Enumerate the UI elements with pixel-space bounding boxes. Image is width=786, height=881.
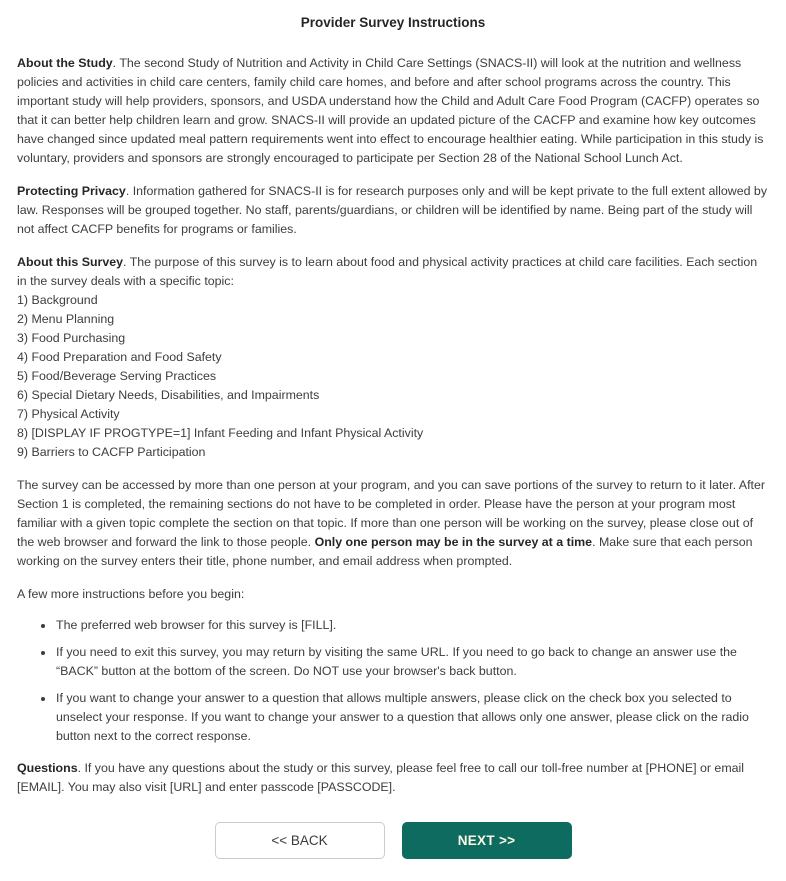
- access-paragraph: [17, 476, 769, 571]
- section-item-serving-practices: 5) Food/Beverage Serving Practices: [17, 369, 217, 383]
- access-text-post: . Make sure that each person working on the survey enters their title, phone number, and email address when prompted.: [17, 535, 753, 568]
- questions-lead: Questions: [17, 761, 78, 775]
- survey-sections-list: [17, 291, 769, 462]
- section-item-infant-feeding: 8) [DISPLAY IF PROGTYPE=1] Infant Feeding and Infant Physical Activity: [17, 426, 424, 440]
- section-item-barriers: 9) Barriers to CACFP Participation: [17, 445, 206, 459]
- about-survey-body: . The purpose of this survey is to learn about food and physical activity practices at child care facilities. Each section in the survey deals with a specific topic:: [17, 255, 758, 288]
- privacy-paragraph: [17, 182, 769, 239]
- page-title: Provider Survey Instructions: [300, 15, 486, 30]
- navigation-buttons: [17, 822, 769, 859]
- bullet-item-change-answer: • If you want to change your answer to a question that allows multiple answers, please click on the check box you selected to unselect your response. If you want to change your answer to a question that allows only one answer, please click on the radio button next to the correct response.: [55, 689, 769, 746]
- section-item-menu-planning: 2) Menu Planning: [17, 312, 115, 326]
- about-study-lead: About the Study: [17, 56, 113, 70]
- questions-body: . If you have any questions about the study or this survey, please feel free to call our toll-free number at [PHONE] or email [EMAIL]. You may also visit [URL] and enter passcode [PASSCODE].: [17, 761, 745, 794]
- section-item-food-purchasing: 3) Food Purchasing: [17, 331, 126, 345]
- about-study-paragraph: [17, 54, 769, 168]
- section-item-physical-activity: 7) Physical Activity: [17, 407, 120, 421]
- about-survey-paragraph: [17, 253, 769, 291]
- bullet-item-browser: • The preferred web browser for this survey is [FILL].: [55, 616, 769, 635]
- questions-paragraph: [17, 759, 769, 797]
- about-study-body: . The second Study of Nutrition and Activity in Child Care Settings (SNACS-II) will look at the nutrition and wellness policies and activities in child care centers, family child care homes, and before and after school programs across the country. This important study will help providers, sponsors, and USDA understand how the Child and Adult Care Food Program (CACFP) operates so that it can better help children learn and grow. SNACS-II will provide an updated picture of the CACFP and examine how key outcomes have changed since updated meal pattern requirements went into effect to encourage healthier eating. While participation in this study is voluntary, providers and sponsors are strongly encouraged to participate per Section 28 of the National School Lunch Act.: [17, 56, 764, 165]
- access-text-bold: Only one person may be in the survey at a time: [314, 535, 593, 549]
- about-survey-lead: About this Survey: [17, 255, 124, 269]
- privacy-lead: Protecting Privacy: [17, 184, 126, 198]
- access-text-pre: The survey can be accessed by more than one person at your program, and you can save portions of the survey to return to it later. After Section 1 is completed, the remaining sections do not have to be completed in order. Please have the person at your program most familiar with a given topic complete the section on that topic. If more than one person will be working on the survey, please close out of the web browser and forward the link to those people.: [17, 478, 765, 549]
- privacy-body: . Information gathered for SNACS-II is for research purposes only and will be kept private to the full extent allowed by law. Responses will be grouped together. No staff, parents/guardians, or children will be identified by name. Being part of the study will not affect CACFP benefits for programs or families.: [17, 184, 768, 236]
- section-item-background: 1) Background: [17, 293, 98, 307]
- back-button[interactable]: << BACK: [215, 822, 385, 859]
- bullet-item-exit-return: • If you need to exit this survey, you may return by visiting the same URL. If you need to go back to change an answer use the “BACK” button at the bottom of the screen. Do NOT use your browser's back button.: [55, 643, 769, 681]
- instructions-bullet-list: [17, 616, 769, 746]
- section-item-dietary-needs: 6) Special Dietary Needs, Disabilities, and Impairments: [17, 388, 320, 402]
- section-item-food-preparation: 4) Food Preparation and Food Safety: [17, 350, 222, 364]
- more-instructions-line: A few more instructions before you begin:: [17, 587, 245, 601]
- next-button[interactable]: NEXT >>: [402, 822, 572, 859]
